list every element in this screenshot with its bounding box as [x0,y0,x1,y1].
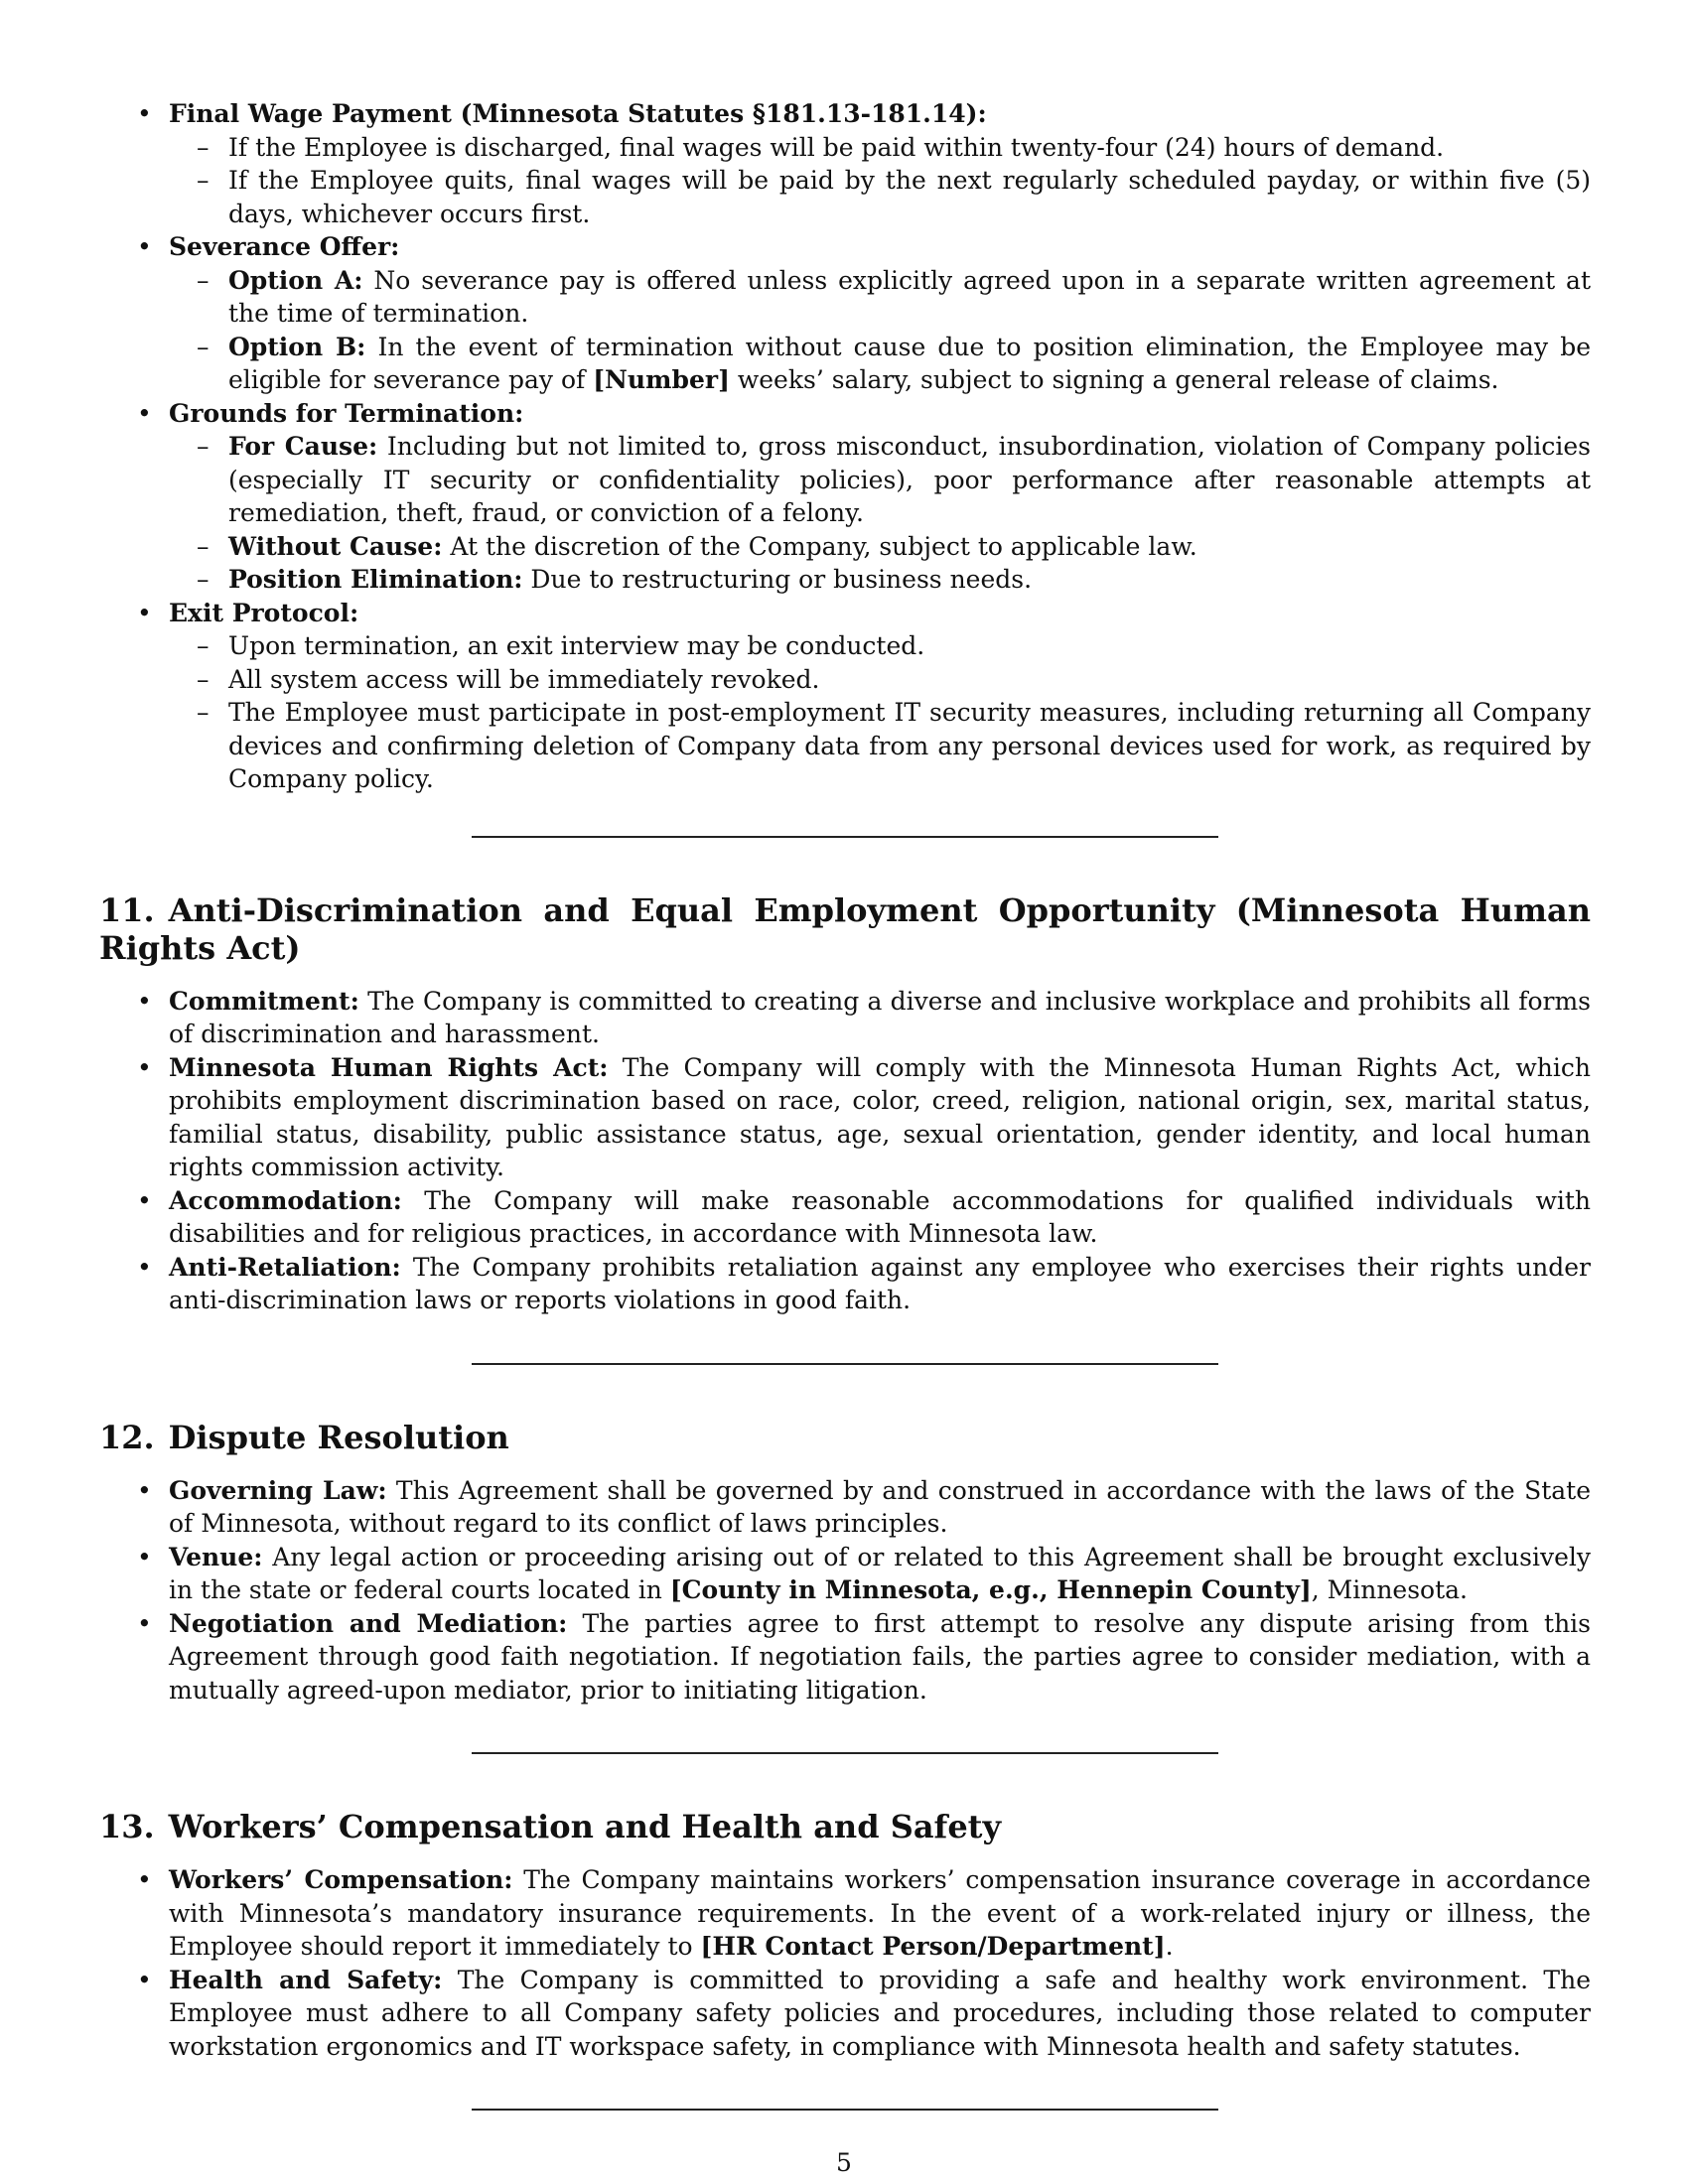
venue-placeholder: [County in Minnesota, e.g., Hennepin County] [669,1575,1312,1604]
retaliation-label: Anti-Retaliation: [169,1252,401,1282]
section-13-title: Workers’ Compensation and Health and Safety [168,1808,1002,1845]
for-cause-text: Including but not limited to, gross misconduct, insubordination, violation of Company policies (especially IT security or confidentiality policies), poor performance after reasonable attempts at remediation, theft, fraud, or conviction of a felony. [228,432,1591,527]
health-safety-text: The Company is committed to providing a safe and healthy work environment. The Employee must adhere to all Company safety policies and procedures, including those related to computer workstation ergonomics and IT workspace safety, in compliance with Minnesota health and safety statutes. [169,1965,1591,2061]
option-a-text: No severance pay is offered unless explicitly agreed upon in a separate written agreement at the time of termination. [228,265,1592,328]
grounds-position-elimination [169,563,1591,597]
health-safety-label: Health and Safety: [169,1965,443,1994]
exit-item [99,597,1591,796]
elimination-text: Due to restructuring or business needs. [522,565,1033,594]
workers-comp-text: The Company maintains workers’ compensation insurance coverage in accordance with Minnesota’s mandatory insurance requirements. In the event of a work-related injury or illness, the Employee should report it immediately to [169,1865,1592,1961]
hr-contact-placeholder: [HR Contact Person/Department] [700,1932,1166,1961]
option-a-label: Option A: [228,265,363,295]
section-11-heading [99,891,1591,967]
negotiation-text: The parties agree to first attempt to resolve any dispute arising from this Agreement through good faith negotiation. If negotiation fails, the parties agree to consider mediation, with a mutually agreed-upon mediator, prior to initiating litigation. [169,1608,1591,1705]
venue-label: Venue: [169,1542,263,1571]
section-divider [472,1363,1218,1365]
section-11-title: Anti-Discrimination and Equal Employment Opportunity (Minnesota Human Rights Act) [99,890,1591,967]
final-wage-quits: – If the Employee quits, final wages will be paid by the next regularly scheduled payday, or within five (5) days, whichever occurs first. [169,164,1591,230]
venue-text-end: , Minnesota. [1311,1575,1468,1604]
option-b-text: In the event of termination without cause due to position elimination, the Employee may be eligible for severance pay of [228,332,1591,394]
venue-item [99,1541,1591,1607]
exit-interview: – Upon termination, an exit interview may be conducted. [169,629,1591,663]
option-b-text-end: weeks’ salary, subject to signing a general release of claims. [729,365,1499,394]
grounds-sublist [169,430,1591,597]
grounds-item [99,397,1591,597]
governing-law-text: This Agreement shall be governed by and construed in accordance with the laws of the State of Minnesota, without regard to its conflict of laws principles. [169,1475,1591,1538]
option-b-placeholder: [Number] [593,365,730,394]
health-safety-item [99,1964,1591,2064]
section-11-number: 11. [99,890,155,929]
page-number: 5 [836,2148,852,2177]
final-wage-item [99,97,1591,230]
for-cause-label: For Cause: [228,432,378,461]
commitment-label: Commitment: [169,986,359,1016]
governing-law-item [99,1474,1591,1541]
exit-it-security: – The Employee must participate in post-employment IT security measures, including returning all Company devices and confirming deletion of Company data from any personal devices used for work, as required by Company policy. [169,696,1591,796]
commitment-text: The Company is committed to creating a diverse and inclusive workplace and prohibits all forms of discrimination and harassment. [169,986,1591,1048]
accommodation-item [99,1184,1591,1251]
workers-comp-item [99,1863,1591,1964]
document-page [99,97,1591,2164]
grounds-without-cause [169,530,1591,564]
section-12-number: 12. [99,1418,155,1456]
elimination-label: Position Elimination: [228,565,523,594]
section-12-heading [99,1419,1591,1456]
negotiation-label: Negotiation and Mediation: [169,1608,568,1638]
venue-text: Any legal action or proceeding arising out of or related to this Agreement shall be brought exclusively in the state or federal courts located in [169,1542,1591,1604]
mhra-item [99,1051,1591,1184]
without-cause-text: At the discretion of the Company, subject to applicable law. [442,531,1197,561]
severance-option-a [169,264,1591,331]
severance-option-b [169,331,1591,397]
section-11-list [99,985,1591,1317]
workers-comp-text-end: . [1165,1932,1174,1961]
final-wage-sublist [169,131,1591,231]
mhra-text: The Company will comply with the Minnesota Human Rights Act, which prohibits employment discrimination based on race, color, creed, religion, national origin, sex, marital status, familial status, disability, public assistance status, age, sexual orientation, gender identity, and local human rights commission activity. [169,1052,1591,1181]
severance-sublist [169,264,1591,397]
accommodation-text: The Company will make reasonable accommodations for qualified individuals with disabilities and for religious practices, in accordance with Minnesota law. [169,1185,1591,1248]
negotiation-item [99,1607,1591,1707]
section-divider [472,836,1218,838]
section-12-title: Dispute Resolution [168,1418,509,1456]
governing-law-label: Governing Law: [169,1475,387,1505]
section-13-number: 13. [99,1808,155,1845]
section-divider [472,1752,1218,1754]
exit-access-revoked: – All system access will be immediately revoked. [169,663,1591,697]
final-wage-discharged: – If the Employee is discharged, final wages will be paid within twenty-four (24) hours of demand. [169,131,1591,165]
section-13-list [99,1863,1591,2063]
grounds-for-cause [169,430,1591,530]
without-cause-label: Without Cause: [228,531,443,561]
commitment-item [99,985,1591,1051]
section-13-heading [99,1808,1591,1845]
section-12-list [99,1474,1591,1707]
severance-item [99,230,1591,397]
termination-list [99,97,1591,796]
exit-heading: Exit Protocol: [169,598,359,627]
option-b-label: Option B: [228,332,366,361]
section-divider [472,2109,1218,2111]
anti-retaliation-item [99,1251,1591,1317]
grounds-heading: Grounds for Termination: [169,398,524,428]
workers-comp-label: Workers’ Compensation: [169,1865,513,1894]
retaliation-text: The Company prohibits retaliation against any employee who exercises their rights under anti-discrimination laws or reports violations in good faith. [169,1252,1591,1314]
final-wage-heading: Final Wage Payment (Minnesota Statutes §181.13-181.14): [169,99,987,128]
accommodation-label: Accommodation: [169,1185,402,1215]
mhra-label: Minnesota Human Rights Act: [169,1052,609,1082]
exit-sublist [169,629,1591,796]
severance-heading: Severance Offer: [169,232,400,261]
